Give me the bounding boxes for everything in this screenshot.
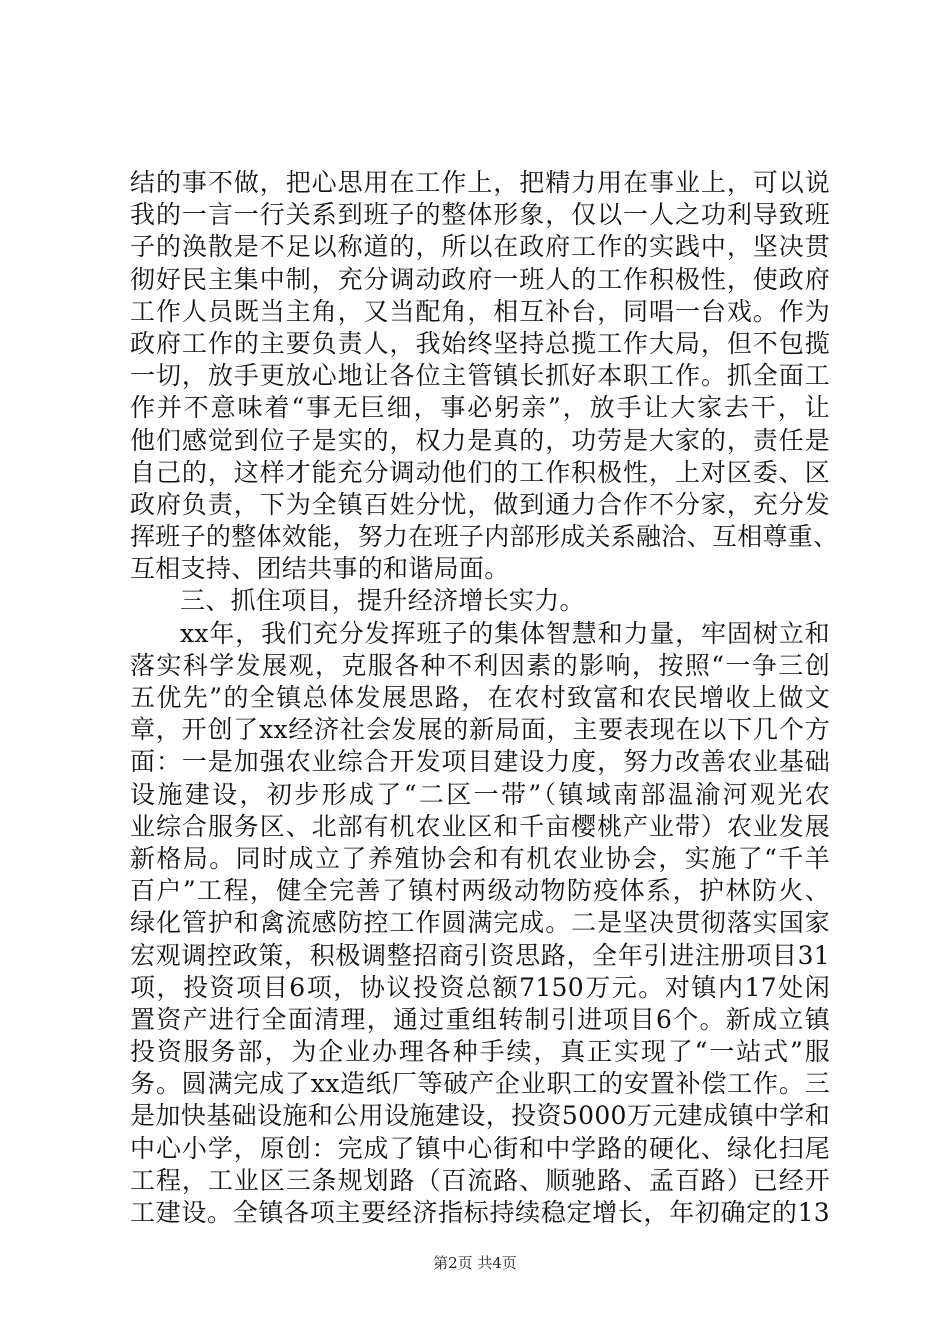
text-line: 百户”工程，健全完善了镇村两级动物防疫体系，护林防火、 <box>130 876 830 906</box>
text-line: 工作人员既当主角，又当配角，相互补台，同唱一台戏。作为 <box>130 296 830 326</box>
text-line: 工程，工业区三条规划路（百流路、顺驰路、孟百路）已经开 <box>130 1165 830 1195</box>
text-line: 务。圆满完成了xx造纸厂等破产企业职工的安置补偿工作。三 <box>130 1069 830 1099</box>
text-line: 设施建设，初步形成了“二区一带”（镇域南部温渝河观光农 <box>130 779 830 809</box>
page-footer <box>0 1252 950 1273</box>
text-line: 政府负责，下为全镇百姓分忧，做到通力合作不分家，充分发 <box>130 489 830 519</box>
text-line: 子的涣散是不足以称道的，所以在政府工作的实践中，坚决贯 <box>130 232 830 262</box>
text-line: xx年，我们充分发挥班子的集体智慧和力量，牢固树立和 <box>180 618 830 648</box>
page-number: 第2页 共4页 <box>433 1254 517 1272</box>
text-line: 工建设。全镇各项主要经济指标持续稳定增长，年初确定的13 <box>130 1198 830 1227</box>
text-line: 结的事不做，把心思用在工作上，把精力用在事业上，可以说 <box>130 168 830 197</box>
text-line: 绿化管护和禽流感防控工作圆满完成。二是坚决贯彻落实国家 <box>130 908 830 938</box>
document-body <box>130 167 839 1229</box>
text-line: 挥班子的整体效能，努力在班子内部形成关系融洽、互相尊重、 <box>130 522 839 552</box>
text-line: 置资产进行全面清理，通过重组转制引进项目6个。新成立镇 <box>130 1004 830 1034</box>
text-line: 业综合服务区、北部有机农业区和千亩樱桃产业带）农业发展 <box>130 811 830 841</box>
text-line: 新格局。同时成立了养殖协会和有机农业协会，实施了“千羊 <box>130 843 830 873</box>
text-line: 中心小学，原创：完成了镇中心街和中学路的硬化、绿化扫尾 <box>130 1133 830 1163</box>
text-line: 彻好民主集中制，充分调动政府一班人的工作积极性，使政府 <box>130 264 830 294</box>
text-line: 面：一是加强农业综合开发项目建设力度，努力改善农业基础 <box>130 747 830 777</box>
text-line: 投资服务部，为企业办理各种手续，真正实现了“一站式”服 <box>130 1037 830 1067</box>
text-line: 作并不意味着“事无巨细，事必躬亲”，放手让大家去干，让 <box>130 393 830 423</box>
text-line: 我的一言一行关系到班子的整体形象，仅以一人之功利导致班 <box>130 200 830 230</box>
text-line: 项，投资项目6项，协议投资总额7150万元。对镇内17处闲 <box>130 972 830 1002</box>
section-heading: 三、抓住项目，提升经济增长实力。 <box>180 586 585 616</box>
text-line: 五优先”的全镇总体发展思路，在农村致富和农民增收上做文 <box>130 683 830 712</box>
text-line: 政府工作的主要负责人，我始终坚持总揽工作大局，但不包揽 <box>130 328 830 358</box>
text-line: 是加快基础设施和公用设施建设，投资5000万元建成镇中学和 <box>130 1101 830 1131</box>
text-line: 自己的，这样才能充分调动他们的工作积极性，上对区委、区 <box>130 457 830 487</box>
text-line: 他们感觉到位子是实的，权力是真的，功劳是大家的，责任是 <box>130 425 830 455</box>
text-line: 章，开创了xx经济社会发展的新局面，主要表现在以下几个方 <box>130 715 830 745</box>
text-line: 落实科学发展观，克服各种不利因素的影响，按照“一争三创 <box>130 650 830 680</box>
text-line: 宏观调控政策，积极调整招商引资思路，全年引进注册项目31 <box>130 940 830 970</box>
text-line: 一切，放手更放心地让各位主管镇长抓好本职工作。抓全面工 <box>130 361 830 391</box>
text-line: 互相支持、团结共事的和谐局面。 <box>130 554 510 584</box>
